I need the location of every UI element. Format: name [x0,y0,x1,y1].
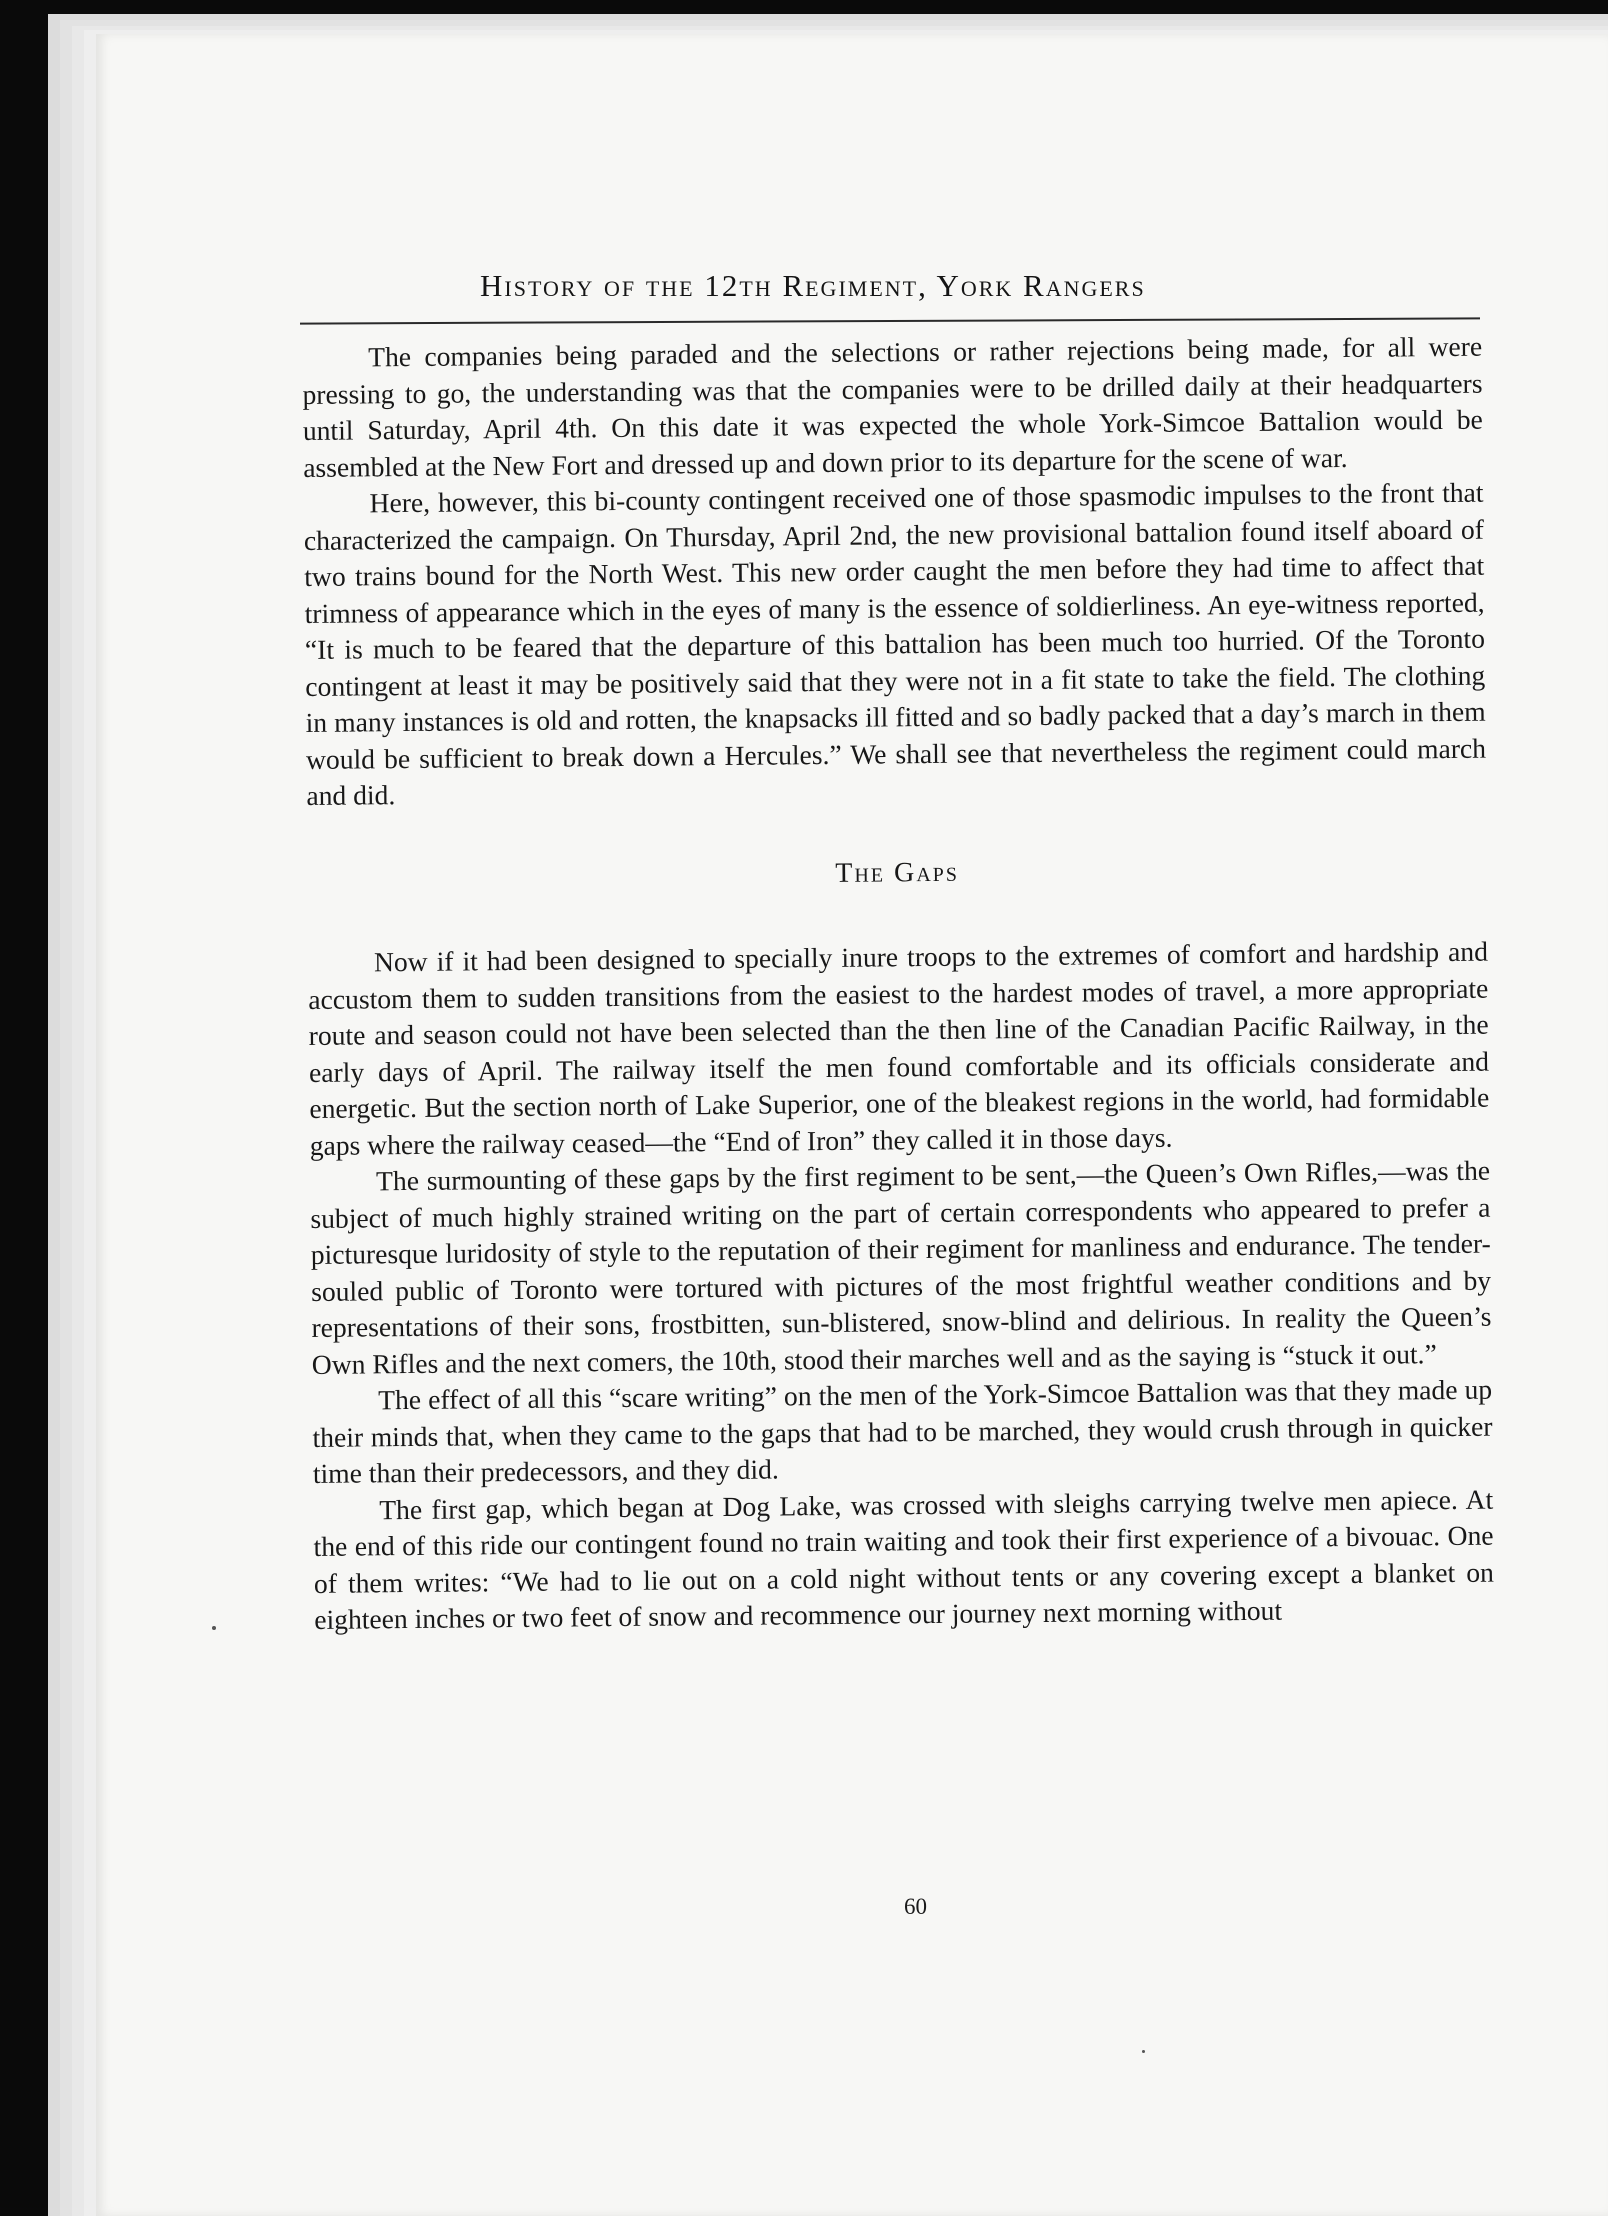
paragraph: Here, however, this bi-county contingent received one of those spasmodic impulses to the front that characterized the campaign. On Thursday, April 2nd, the new provisional battalion found itself aboard of two trains bound for the North West. This new order caught the men before they had time to affect that trimness of appearance which in the eyes of many is the essence of soldierliness. An eye-witness reported, “It is much to be feared that the departure of this battalion has been much too hurried. Of the Toronto contingent at least it may be positively said that they were not in a fit state to take the field. The clothing in many instances is old and rotten, the knapsacks ill fitted and so badly packed that a day’s march in them would be sufficient to break down a Hercules.” We shall see that nevertheless the regiment could march and did. [303,476,1487,811]
paragraph: The effect of all this “scare writing” on the men of the York-Simcoe Battalion was that they made up their minds that, when they came to the gaps that had to be marched, they would crush through in quicker time than their predecessors, and they did. [312,1373,1493,1489]
paragraph: The companies being paraded and the selections or rather rejections being made, for all were pressing to go, the understanding was that the companies were to be drilled daily at their headquarters until Saturday, April 4th. On this date it was expected the whole York-Simcoe Battalion would be assembled at the New Fort and dressed up and down prior to its departure for the scene of war. [302,330,1483,483]
paragraph: The surmounting of these gaps by the first regiment to be sent,—the Queen’s Own Rifles,—was the subject of much highly strained writing on the part of certain correspondents who appeared to prefer a picturesque luridosity of style to the reputation of their regiment for manliness and endurance. The tender-souled public of Toronto were tortured with pictures of the most frightful weather conditions and by representations of their sons, frostbitten, sun-blistered, snow-blind and delirious. In reality the Queen’s Own Rifles and the next comers, the 10th, stood their marches well and as the saying is “stuck it out.” [310,1154,1492,1380]
running-head: History of the 12th Regiment, York Rangers [480,268,1146,303]
header-rule [300,317,1480,324]
page-number: 60 [904,1894,927,1919]
paragraph: The first gap, which began at Dog Lake, was crossed with sleighs carrying twelve men apiece. At the end of this ride our contingent found no train waiting and took their first experience of a bivouac. One of them writes: “We had to lie out on a cold night without tents or any covering except a blanket on eighteen inches or two feet of snow and recommence our journey next morning without [313,1483,1495,1635]
section-heading: The Gaps [835,856,960,889]
paragraph: Now if it had been designed to specially inure troops to the extremes of comfort and hardship and accustom them to sudden transitions from the easiest to the hardest modes of travel, a more appropriate route and season could not have been selected than the then line of the Canadian Pacific Railway, in the early days of April. The railway itself the men found comfortable and its officials considerate and energetic. But the section north of Lake Superior, one of the bleakest regions in the world, had formidable gaps where the railway ceased—the “End of Iron” they called it in those days. [308,935,1490,1161]
page-header [300,268,1480,328]
scan-speck [1142,2050,1145,2053]
scan-speck [212,1626,216,1630]
body-text [302,329,1494,1639]
